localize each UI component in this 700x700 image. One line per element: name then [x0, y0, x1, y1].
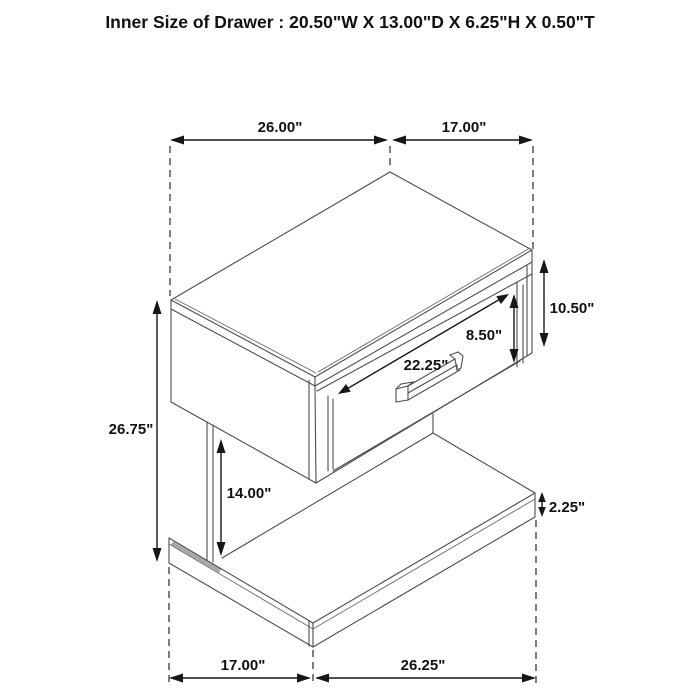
- dim-label-base-depth: 17.00": [220, 657, 266, 674]
- dim-label-base-width: 26.25": [400, 657, 446, 674]
- cabinet-top-edge-band: [171, 250, 532, 391]
- top-dimension-group: [170, 119, 533, 296]
- cabinet-top-face: [171, 172, 532, 377]
- nightstand-line-drawing: [169, 172, 535, 647]
- dim-label-top-width: 26.00": [257, 119, 303, 136]
- diagram-title: Inner Size of Drawer : 20.50"W X 13.00"D X 6.25"H X 0.50"T: [105, 12, 595, 32]
- dim-label-shelf-opening: 14.00": [226, 485, 272, 502]
- dim-label-cabinet-height: 10.50": [549, 300, 595, 317]
- base-platform: [169, 493, 535, 647]
- dim-label-overall-height: 26.75": [108, 421, 154, 438]
- dim-label-top-depth: 17.00": [441, 119, 487, 136]
- dim-label-drawer-height: 8.50": [465, 327, 503, 344]
- dim-label-drawer-width: 22.25": [403, 357, 449, 374]
- side-dimension-group: [109, 259, 595, 562]
- support-panel: [207, 422, 213, 562]
- dim-label-base-thickness: 2.25": [548, 499, 586, 516]
